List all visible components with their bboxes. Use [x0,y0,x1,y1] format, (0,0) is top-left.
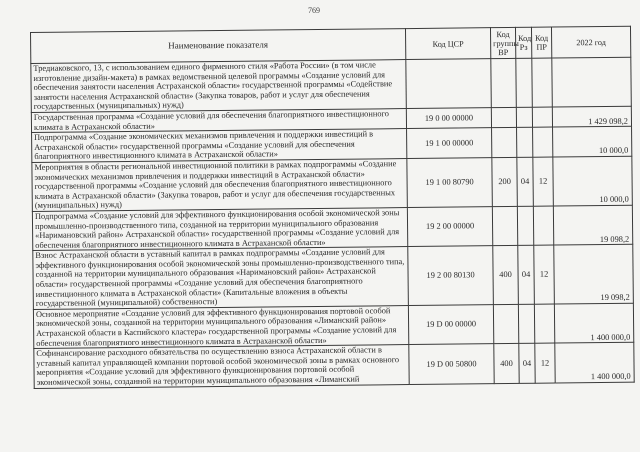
row-rz [517,206,533,246]
row-name: Подпрограмма «Создание экономических механизмов привлечения и поддержки инвестиций в Астраханской области» государственной программы «Создание условий для обеспечения благоприятного инвестиционного климата в Астраханской области» [32,129,407,163]
row-vr: 400 [493,246,519,305]
row-name: Тредиаковского, 13, с использованием единого фирменного стиля «Работа России» (в том числе изготовление дизайн-макета) в рамках ведомственной целевой программы «Создание условий для обеспечения занятости населения Астраханской области» государственной программы «Содействие занятости населения Астраханской области» (Закупка товаров, работ и услуг для обеспечения государственных (муниципальных) нужд) [31,60,406,113]
document-sheet [30,26,634,452]
row-pr [533,127,553,157]
row-pr [532,107,552,127]
row-vr [493,304,518,344]
row-vr [491,107,516,127]
table-row [31,57,631,112]
table-row [33,244,634,309]
row-amount [552,57,632,107]
row-vr [491,58,517,107]
row-amount: 1 400 000,0 [554,303,633,343]
row-rz: 04 [517,157,534,206]
header-year: 2022 год [551,26,630,58]
table-row [34,342,634,388]
row-rz [516,107,532,127]
header-group: Код группы ВР [490,27,515,58]
row-pr: 12 [534,245,555,304]
row-pr [533,206,553,246]
row-code: 19 D 00 00000 [408,305,493,345]
page-number: 769 [308,6,320,15]
row-amount: 10 000,0 [553,126,632,157]
row-amount: 1 400 000,0 [555,342,634,382]
row-amount: 19 098,2 [554,244,634,303]
row-name: Подпрограмма «Создание условий для эффективного функционирования особой экономической зоны промышленно-производственного типа, созданной на территории муниципального образования «Наримановский район» Астраханской области» государственной программы «Создание условий для обеспечения благоприятного инвестиционного климата в Астраханской области» [32,207,407,250]
row-name: Софинансирование расходного обязательства по осуществлению взноса Астраханской области в уставный капитал управляющей компании портовой особой экономической зоны в рамках основного мероприятия «Создание условий для эффективного функционирования портовой особой экономической зоны, созданной на территории муниципального образования «Лиманский [34,345,409,388]
row-rz: 04 [519,343,535,383]
row-rz: 04 [518,246,535,305]
row-pr [532,58,553,107]
row-pr: 12 [535,343,555,383]
row-vr: 200 [492,157,518,206]
row-code: 19 D 00 50800 [409,344,494,384]
row-code: 19 2 00 80130 [408,246,494,305]
header-rz: Код Рз [515,27,531,58]
row-code: 19 0 00 00000 [406,108,491,129]
row-amount: 19 098,2 [553,205,632,245]
budget-table [30,26,635,389]
row-vr [492,206,517,246]
row-pr [534,304,554,344]
row-vr: 400 [494,344,519,384]
row-code: 19 1 00 80790 [407,158,493,208]
row-amount: 10 000,0 [553,156,633,206]
table-row [32,205,632,251]
row-rz [518,304,534,344]
row-vr [492,128,517,158]
row-code [406,59,492,109]
row-pr: 12 [533,157,554,206]
header-pr: Код ПР [531,27,551,58]
table-row [32,156,632,211]
row-name: Государственная программа «Создание условий для обеспечения благоприятного инвестиционного климата в Астраханской области» [31,109,406,133]
row-name: Мероприятия в области региональной инвестиционной политики в рамках подпрограммы «Создание экономических механизмов привлечения и поддержки инвестиций в Астраханской области» государственной программы «Создание условий для обеспечения благоприятного инвестиционного климата в Астраханской области» (Закупка товаров, работ и услуг для обеспечения государственных (муниципальных) нужд) [32,158,407,211]
row-code: 19 2 00 00000 [407,207,492,247]
row-rz [517,127,533,157]
row-amount: 1 429 098,2 [552,106,631,127]
row-code: 19 1 00 00000 [407,128,492,159]
row-name: Основное мероприятие «Создание условий для эффективного функционирования портовой особой экономической зоны, созданной на территории муниципального образования «Лиманский район» Астраханской области в Каспийского кластера» государственной программы «Создание условий для обеспечения благоприятного инвестиционного климата в Астраханской области» [33,305,408,348]
table-row [33,303,633,349]
header-code: Код ЦСР [405,28,490,60]
row-name: Взнос Астраханской области в уставный капитал в рамках подпрограммы «Создание условий для эффективного функционирования особой экономической зоны промышленно-производственного типа, созданной на территории муниципального образования «Наримановский район» Астраханской области» государственной программы «Создание условий для обеспечения благоприятного инвестиционного климата в Астраханской области» (Капитальные вложения в объекты государственной (муниципальной) собственности) [33,247,409,309]
row-rz [516,58,533,107]
header-name: Наименование показателя [31,29,406,64]
